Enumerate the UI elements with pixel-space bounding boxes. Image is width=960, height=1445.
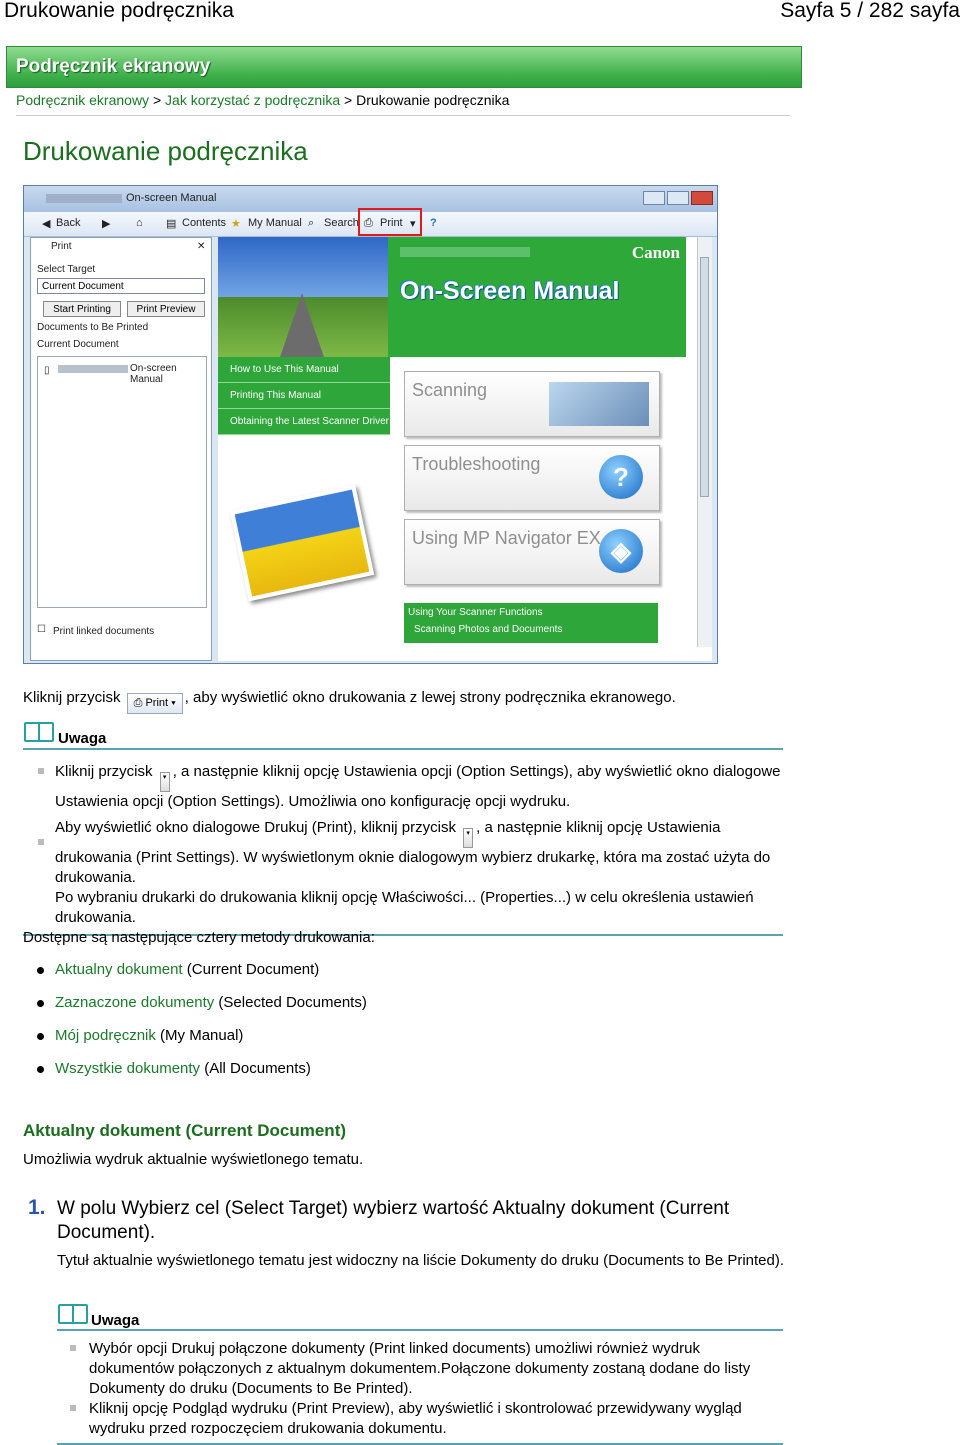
navigator-card: Using MP Navigator EX ◈	[404, 519, 660, 585]
print-button-label: Print	[145, 697, 169, 709]
banner-label: Podręcznik ekranowy	[16, 56, 211, 77]
document-title: Drukowanie podręcznika	[4, 0, 234, 22]
menu-item: Printing This Manual	[218, 383, 390, 409]
select-target-label: Select Target	[37, 264, 96, 275]
select-target-dropdown: Current Document	[37, 278, 205, 294]
blurred-product-name	[46, 194, 122, 203]
breadcrumb-separator: >	[340, 92, 357, 108]
book-icon	[24, 722, 54, 742]
intro-after: , aby wyświetlić okno drukowania z lewej strony podręcznika ekranowego.	[184, 689, 676, 706]
methods-list	[23, 960, 623, 1092]
maximize-icon	[667, 191, 689, 205]
bullet-icon	[37, 1000, 44, 1007]
print-pane	[30, 237, 212, 661]
forward-arrow-icon: ▶	[102, 218, 111, 230]
window-controls	[641, 191, 713, 210]
section-description: Umożliwia wydruk aktualnie wyświetlonego tematu.	[23, 1151, 364, 1168]
note-item-continued: Po wybraniu drukarki do drukowania kliknij opcję Właściwości... (Properties...) w celu określenia ustawień drukowania.	[55, 889, 754, 926]
note-box	[57, 1304, 783, 1445]
manual-header	[388, 237, 686, 357]
manual-screenshot	[23, 185, 718, 664]
print-preview-button: Print Preview	[127, 301, 205, 317]
breadcrumb-divider	[16, 115, 790, 116]
document-icon: ▯	[44, 365, 50, 376]
navigator-icon: ◈	[599, 529, 643, 573]
minimize-icon	[643, 191, 665, 205]
note-bullet	[70, 1405, 76, 1411]
blurred-product-name	[400, 247, 530, 257]
method-link[interactable]: Wszystkie dokumenty	[55, 1060, 201, 1077]
dropdown-arrow-icon: ▾	[463, 828, 473, 848]
contents-icon: ▤	[166, 218, 177, 230]
step-text: W polu Wybierz cel (Select Target) wybierz wartość Aktualny dokument (Current Document).	[57, 1198, 730, 1243]
print-pane-title: Print	[51, 241, 72, 252]
documents-header: Current Document	[37, 339, 119, 350]
list-item: Wszystkie dokumenty (All Documents)	[23, 1059, 623, 1092]
note-header	[23, 722, 783, 748]
close-icon	[691, 191, 713, 205]
note-bullet	[38, 768, 44, 774]
checkbox-icon: ☐	[37, 624, 46, 635]
note-bullet	[38, 839, 44, 845]
note-item: Kliknij przycisk ▾ , a następnie kliknij opcję Ustawienia opcji (Option Settings), aby wyświetlić okno dialogowe Ustawienia opcji (Option Settings). Umożliwia ono konfigurację opcji wydruku.	[55, 763, 781, 810]
bullet-icon	[37, 1066, 44, 1073]
bottom-title: Using Your Scanner Functions	[408, 607, 543, 618]
chevron-down-icon: ▾	[410, 218, 416, 230]
note-header	[57, 1304, 783, 1329]
book-icon	[58, 1304, 88, 1324]
scrollbar	[697, 237, 712, 647]
menu-item: Obtaining the Latest Scanner Driver	[218, 409, 390, 435]
method-link[interactable]: Aktualny dokument	[55, 961, 183, 978]
list-item: Aktualny dokument (Current Document)	[23, 960, 623, 993]
method-link[interactable]: Zaznaczone dokumenty	[55, 994, 215, 1011]
document-item: On-screen Manual	[130, 363, 177, 385]
intro-text	[23, 688, 923, 714]
methods-intro: Dostępne są następujące cztery metody drukowania:	[23, 929, 375, 946]
note-item: Wybór opcji Drukuj połączone dokumenty (Print linked documents) umożliwi również wydruk dokumentów połączonych z aktualnym dokumentem.Połączone dokumenty zostaną dodane do listy Dokumenty do druku (Documents to Be Printed).	[89, 1340, 751, 1397]
printer-icon: ⎙	[364, 217, 373, 229]
note-title: Uwaga	[91, 1312, 140, 1329]
print-linked-label: Print linked documents	[53, 626, 155, 637]
method-link[interactable]: Mój podręcznik	[55, 1027, 156, 1044]
manual-banner	[6, 46, 802, 88]
note-title: Uwaga	[58, 730, 107, 747]
list-item: Zaznaczone dokumenty (Selected Documents)	[23, 993, 623, 1026]
step-number: 1.	[28, 1196, 46, 1219]
star-icon: ★	[231, 218, 241, 230]
section-title: Aktualny dokument (Current Document)	[23, 1121, 347, 1140]
print-button-image: ⎙ Print ▾	[127, 693, 183, 714]
search-icon: ⌕	[308, 217, 315, 229]
manual-menu	[218, 357, 390, 435]
intro-before: Kliknij przycisk	[23, 689, 125, 706]
breadcrumb-current: Drukowanie podręcznika	[356, 92, 510, 108]
scanner-functions-bar	[404, 603, 658, 643]
printer-icon: ⎙	[133, 697, 146, 709]
bullet-icon	[37, 1033, 44, 1040]
toolbar-search: Search	[324, 217, 359, 229]
scanning-card: Scanning	[404, 371, 660, 437]
canon-logo: Canon	[631, 243, 680, 262]
start-printing-button: Start Printing	[43, 301, 121, 317]
troubleshooting-card: Troubleshooting ?	[404, 445, 660, 511]
road-image	[278, 293, 326, 363]
menu-item: How to Use This Manual	[218, 357, 390, 383]
scrollbar-thumb	[700, 257, 709, 497]
note-item: Aby wyświetlić okno dialogowe Drukuj (Print), kliknij przycisk ▾ , a następnie kliknij opcję Ustawienia drukowania (Print Settings). W wyświetlonym oknie dialogowym wybierz drukarkę, która ma zostać użyta do drukowania.	[55, 819, 771, 886]
question-icon: ?	[599, 455, 643, 499]
bullet-icon	[37, 967, 44, 974]
toolbar-print: Print	[380, 217, 403, 229]
window-title: On-screen Manual	[126, 192, 217, 204]
dropdown-arrow-icon: ▾	[160, 772, 170, 792]
breadcrumb	[16, 92, 509, 108]
manual-heading: On-Screen Manual	[400, 277, 620, 305]
breadcrumb-link-manual[interactable]: Podręcznik ekranowy	[16, 92, 150, 108]
page-number: Sayfa 5 / 282 sayfa	[780, 0, 960, 22]
breadcrumb-separator: >	[149, 92, 166, 108]
back-arrow-icon: ◀	[42, 218, 51, 230]
list-item: Mój podręcznik (My Manual)	[23, 1026, 623, 1059]
note-item: Kliknij opcję Podgląd wydruku (Print Preview), aby wyświetlić i skontrolować przewidywany wygląd wydruku przed rozpoczęciem drukowania dokumentu.	[89, 1400, 742, 1437]
blurred-product-name	[58, 365, 128, 373]
documents-label: Documents to Be Printed	[37, 322, 149, 333]
manual-main-panel	[218, 237, 712, 661]
toolbar-back: Back	[56, 217, 81, 229]
note-box	[23, 722, 783, 936]
page-title: Drukowanie podręcznika	[23, 136, 308, 166]
toolbar-contents: Contents	[182, 217, 227, 229]
print-button-highlight	[358, 208, 422, 236]
scanner-photo-icon	[549, 382, 649, 426]
sunflower-photo	[230, 485, 374, 602]
breadcrumb-link-howto[interactable]: Jak korzystać z podręcznika	[165, 92, 341, 108]
help-icon: ?	[430, 217, 437, 229]
pane-close-icon: ✕	[197, 241, 206, 252]
toolbar-my-manual: My Manual	[248, 217, 302, 229]
documents-list	[37, 356, 207, 608]
home-icon: ⌂	[136, 217, 143, 229]
step-detail: Tytuł aktualnie wyświetlonego tematu jest widoczny na liście Dokumenty do druku (Documents to Be Printed).	[57, 1252, 785, 1269]
bottom-item: Scanning Photos and Documents	[414, 624, 563, 635]
note-bullet	[70, 1345, 76, 1351]
